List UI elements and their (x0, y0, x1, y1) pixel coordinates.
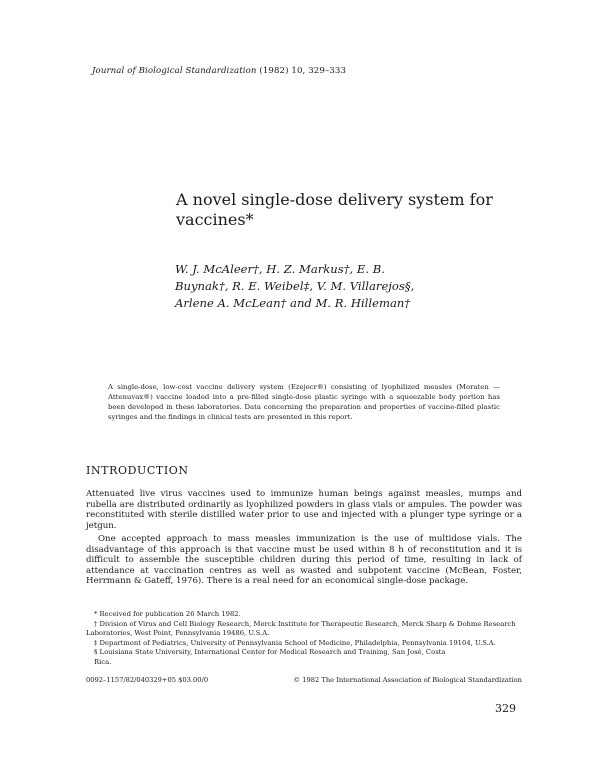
footnote-affiliation: † Division of Virus and Cell Biology Research, Merck Institute for Therapeutic Research, Merck Sharp & Dohme Research Laboratories, West Point, Pennsylvania 19486, U.S.A. (86, 619, 516, 638)
footnote-affiliation-continued: Rica. (94, 657, 112, 666)
journal-name: Journal of Biological Standardization (92, 66, 257, 76)
author-line: Arlene A. McLean† and M. R. Hilleman† (175, 296, 411, 310)
publication-info (86, 676, 522, 684)
body-paragraph: Attenuated live virus vaccines used to immunize human beings against measles, mumps and rubella are distributed ordinarily as lyophilized powders in glass vials or ampules. The powder was reconstituted with sterile distilled water prior to use and injected with a plunger type syringe or a jetgun. (86, 489, 522, 531)
issn-code: 0092–1157/82/040329+05 $03.00/0 (86, 676, 209, 684)
page-number: 329 (495, 702, 516, 715)
copyright-notice: © 1982 The International Association of Biological Standardization (293, 676, 522, 684)
footnote-affiliation: § Louisiana State University, International Center for Medical Research and Training, San José, Costa (94, 648, 446, 657)
section-heading: INTRODUCTION (86, 464, 189, 477)
author-list (175, 261, 535, 312)
article-title: A novel single-dose delivery system for vaccines* (176, 190, 493, 229)
footnotes (86, 610, 522, 668)
journal-citation (92, 66, 346, 76)
author-line: W. J. McAleer†, H. Z. Markus†, E. B. (175, 262, 385, 276)
journal-volume: (1982) 10, 329–333 (259, 66, 347, 76)
author-line: Buynak†, R. E. Weibel‡, V. M. Villarejos§, (175, 279, 415, 293)
footnote-affiliation: ‡ Department of Pediatrics, University of Pennsylvania School of Medicine, Philadelphia, Pennsylvania 19104, U.S.A. (94, 638, 496, 647)
abstract: A single-dose, low-cost vaccine delivery system (Ezejecr®) consisting of lyophilized measles (Moraten — Attenuvax®) vaccine loaded into a pre-filled single-dose plastic syringe with a squeezable body portion has been developed in these laboratories. Data concerning the preparation and properties of vaccine-filled plastic syringes and the findings in clinical tests are presented in this report. (108, 383, 500, 422)
body-paragraph: One accepted approach to mass measles immunization is the use of multidose vials. The disadvantage of this approach is that vaccine must be used within 8 h of reconstitution and it is difficult to assemble the susceptible children during this period of time, resulting in lack of attendance at vaccination centres as well as wasted and subpotent vaccine (McBean, Foster, Herrmann & Gateff, 1976). There is a real need for an economical single-dose package. (86, 534, 522, 587)
footnote-received: * Received for publication 26 March 1982. (94, 610, 241, 618)
